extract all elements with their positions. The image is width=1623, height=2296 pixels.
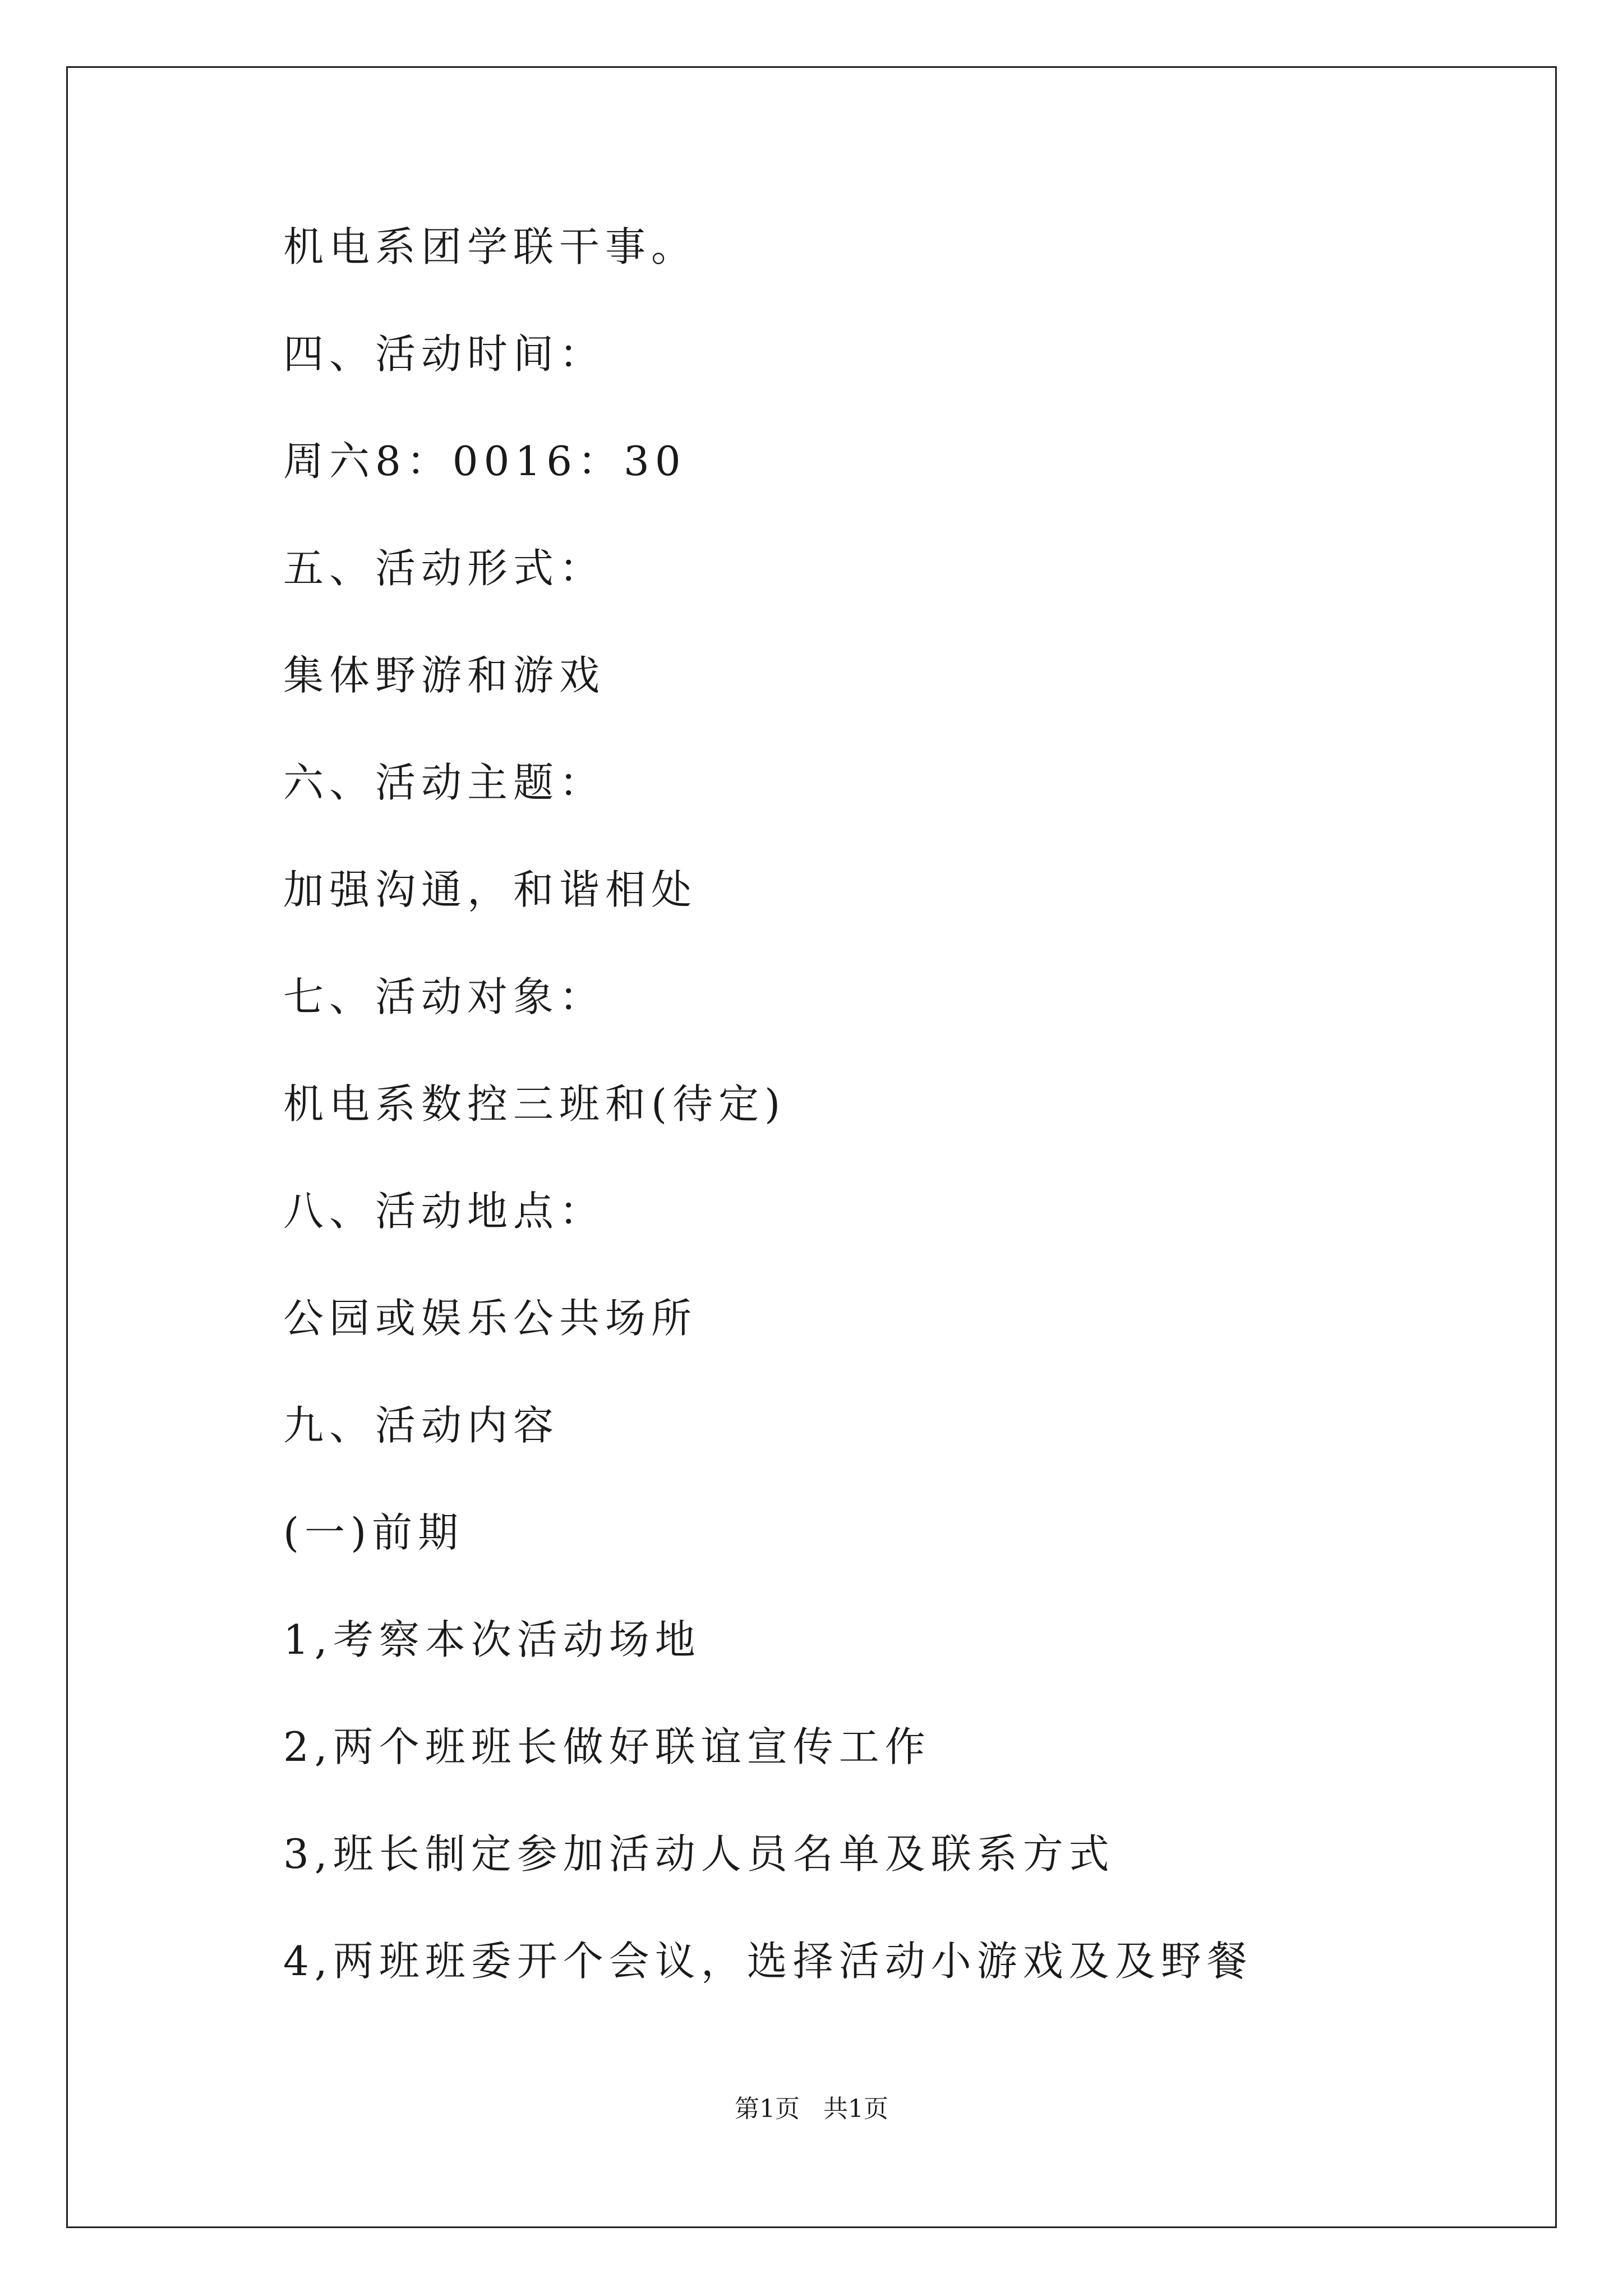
page-number-footer: 第1页 共1页 [735,2095,888,2123]
section-heading: 九、活动内容 [283,1402,560,1449]
section-heading: 六、活动主题： [283,759,606,806]
doc-line: 机电系数控三班和(待定) [283,1080,786,1128]
list-item: 4,两班班委开个会议，选择活动小游戏及及野餐 [283,1938,1253,1985]
section-heading: 七、活动对象： [283,973,606,1020]
doc-line: 加强沟通，和谐相处 [283,866,698,913]
doc-line: 机电系团学联干事。 [283,223,698,270]
document-body [283,213,1517,2035]
doc-line: 集体野游和游戏 [283,652,606,699]
subsection-heading: (一)前期 [283,1509,464,1556]
list-item: 1,考察本次活动场地 [283,1616,701,1663]
doc-line: 周六8：0016：30 [283,438,686,485]
section-heading: 八、活动地点： [283,1188,606,1235]
section-heading: 五、活动形式： [283,545,606,592]
section-heading: 四、活动时间： [283,330,606,378]
list-item: 2,两个班班长做好联谊宣传工作 [283,1723,931,1770]
list-item: 3,班长制定参加活动人员名单及联系方式 [283,1830,1115,1878]
doc-line: 公园或娱乐公共场所 [283,1295,698,1342]
